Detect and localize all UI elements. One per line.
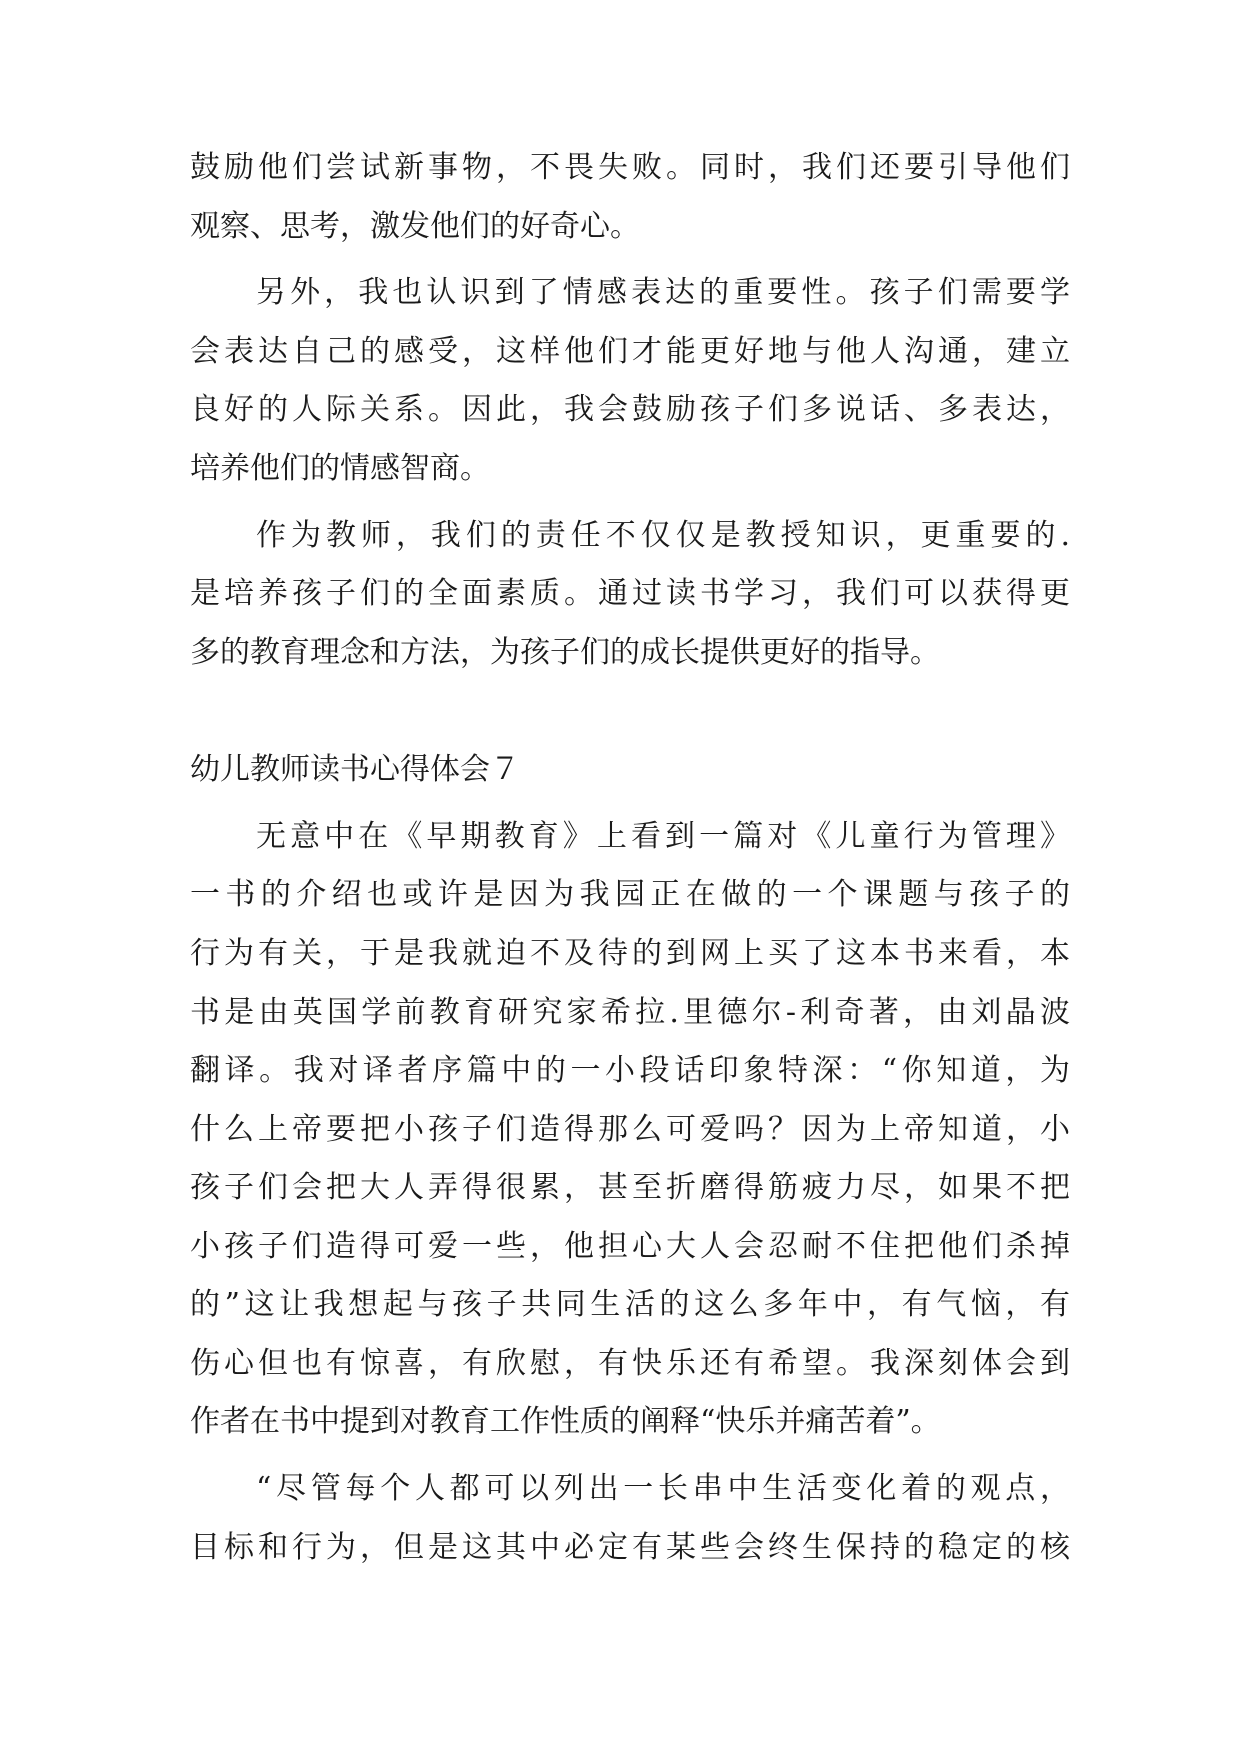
text-line: 作者在书中提到对教育工作性质的阐释“快乐并痛苦着”。 xyxy=(190,1404,941,1439)
text-line: 观察、思考，激发他们的好奇心。 xyxy=(190,209,640,244)
text-line: 培养他们的情感智商。 xyxy=(190,451,490,486)
text-line: 良好的人际关系。因此，我会鼓励孩子们多说话、多表达， xyxy=(190,392,1070,427)
section-title: 幼儿教师读书心得体会７ xyxy=(190,752,520,787)
text-line: 另外，我也认识到了情感表达的重要性。孩子们需要学 xyxy=(256,275,1070,310)
text-line: “尽管每个人都可以列出一长串中生活变化着的观点， xyxy=(256,1471,1070,1506)
text-line: 孩子们会把大人弄得很累，甚至折磨得筋疲力尽，如果不把 xyxy=(190,1170,1070,1205)
text-line: 行为有关，于是我就迫不及待的到网上买了这本书来看，本 xyxy=(190,936,1070,971)
text-line: 翻译。我对译者序篇中的一小段话印象特深：“你知道，为 xyxy=(190,1053,1070,1088)
text-line: 鼓励他们尝试新事物，不畏失败。同时，我们还要引导他们 xyxy=(190,150,1070,185)
text-line: 无意中在《早期教育》上看到一篇对《儿童行为管理》 xyxy=(256,819,1070,854)
text-line: 目标和行为，但是这其中必定有某些会终生保持的稳定的核 xyxy=(190,1530,1070,1565)
text-line: 书是由英国学前教育研究家希拉.里德尔-利奇著，由刘晶波 xyxy=(190,995,1070,1030)
text-line: 小孩子们造得可爱一些，他担心大人会忍耐不住把他们杀掉 xyxy=(190,1229,1070,1264)
text-line: 是培养孩子们的全面素质。通过读书学习，我们可以获得更 xyxy=(190,576,1070,611)
text-line: 什么上帝要把小孩子们造得那么可爱吗？因为上帝知道，小 xyxy=(190,1112,1070,1147)
text-line: 会表达自己的感受，这样他们才能更好地与他人沟通，建立 xyxy=(190,334,1070,369)
text-line: 伤心但也有惊喜，有欣慰，有快乐还有希望。我深刻体会到 xyxy=(190,1346,1070,1381)
text-line: 一书的介绍也或许是因为我园正在做的一个课题与孩子的 xyxy=(190,877,1070,912)
text-line: 的”这让我想起与孩子共同生活的这么多年中，有气恼，有 xyxy=(190,1287,1070,1322)
text-line: 多的教育理念和方法，为孩子们的成长提供更好的指导。 xyxy=(190,635,940,670)
text-line: 作为教师，我们的责任不仅仅是教授知识，更重要的. xyxy=(256,518,1070,553)
